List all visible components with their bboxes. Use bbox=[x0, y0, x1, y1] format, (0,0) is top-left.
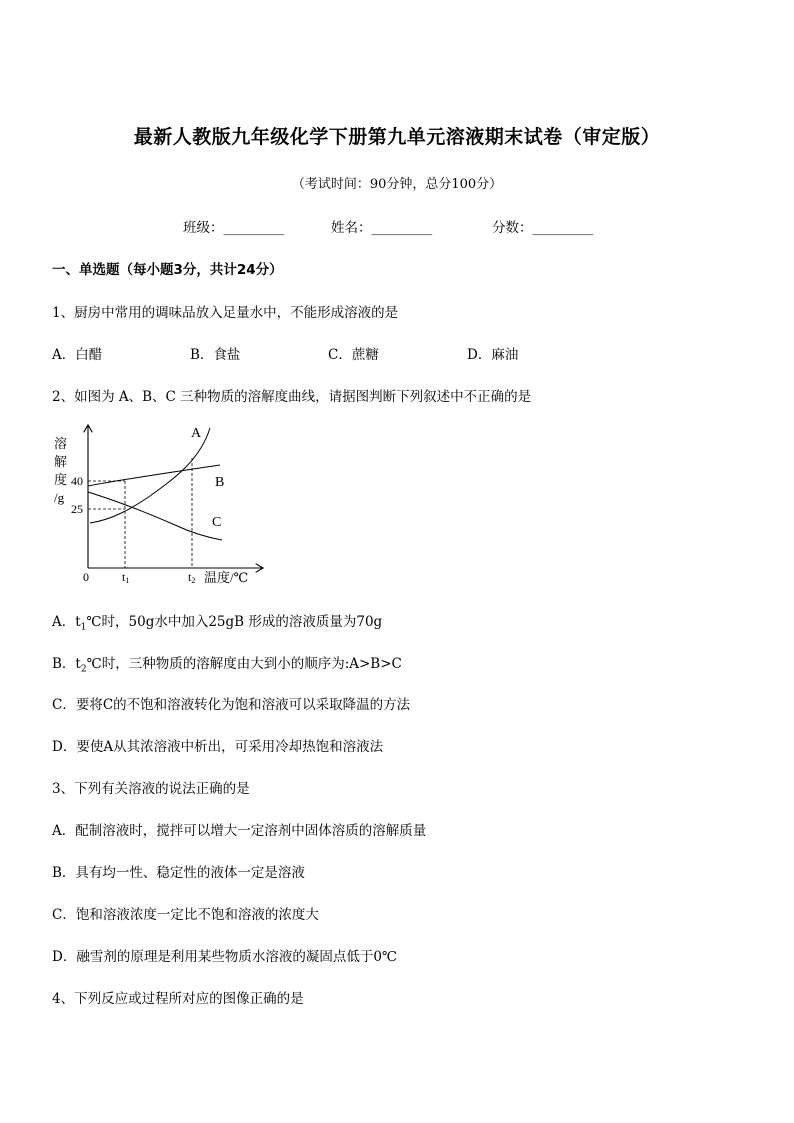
q1-option-b: B．食盐 bbox=[190, 347, 241, 363]
page-title: 最新人教版九年级化学下册第九单元溶液期末试卷（审定版） bbox=[133, 126, 661, 148]
q2-option-c: C．要将C的不饱和溶液转化为饱和溶液可以采取降温的方法 bbox=[52, 697, 411, 713]
question-2: 2、如图为 A、B、C 三种物质的溶解度曲线，请据图判断下列叙述中不正确的是 bbox=[52, 389, 532, 405]
series-label-a: A bbox=[191, 426, 202, 441]
x-axis-label: 温度/℃ bbox=[204, 570, 249, 585]
curve-b bbox=[88, 465, 220, 486]
origin-label: 0 bbox=[83, 570, 89, 584]
y-label-2: 解 bbox=[54, 454, 68, 469]
y-tick-40: 40 bbox=[71, 474, 83, 488]
name-field: 姓名：_________ bbox=[331, 220, 433, 236]
y-label-4: /g bbox=[54, 490, 65, 505]
series-label-c: C bbox=[212, 515, 222, 530]
q2-option-b: B．$t_2℃$时，三种物质的溶解度由大到小的顺序为:A>B>C bbox=[52, 656, 402, 675]
series-label-b: B bbox=[215, 475, 225, 490]
question-1: 1、厨房中常用的调味品放入足量水中，不能形成溶液的是 bbox=[52, 305, 399, 321]
section-heading: 一、单选题（每小题3分，共计24分） bbox=[52, 262, 283, 278]
y-tick-25: 25 bbox=[71, 502, 83, 516]
x-tick-t2: t2 bbox=[188, 570, 196, 585]
q1-option-c: C．蔗糖 bbox=[328, 347, 379, 363]
question-3: 3、下列有关溶液的说法正确的是 bbox=[52, 781, 250, 797]
q3-option-a: A．配制溶液时，搅拌可以增大一定溶剂中固体溶质的溶解质量 bbox=[52, 823, 427, 839]
x-tick-t1: t1 bbox=[122, 570, 130, 585]
question-4: 4、下列反应或过程所对应的图像正确的是 bbox=[52, 991, 304, 1007]
y-label-1: 溶 bbox=[54, 436, 68, 451]
q3-option-c: C．饱和溶液浓度一定比不饱和溶液的浓度大 bbox=[52, 907, 319, 923]
solubility-chart bbox=[40, 418, 270, 590]
q3-option-d: D．融雪剂的原理是利用某些物质水溶液的凝固点低于0℃ bbox=[52, 949, 398, 965]
class-field: 班级：_________ bbox=[183, 220, 285, 236]
q2-option-d: D．要使A从其浓溶液中析出，可采用冷却热饱和溶液法 bbox=[52, 739, 384, 755]
q3-option-b: B．具有均一性、稳定性的液体一定是溶液 bbox=[52, 865, 305, 881]
y-label-3: 度 bbox=[54, 472, 68, 487]
score-field: 分数：_________ bbox=[492, 220, 594, 236]
q1-option-d: D．麻油 bbox=[467, 347, 519, 363]
q2-option-a: A．$t_1℃$时，50g水中加入25gB 形成的溶液质量为70g bbox=[52, 614, 383, 633]
exam-duration: （考试时间：90分钟，总分100分） bbox=[291, 177, 503, 192]
curve-c bbox=[88, 492, 222, 540]
q1-option-a: A．白醋 bbox=[52, 347, 103, 363]
